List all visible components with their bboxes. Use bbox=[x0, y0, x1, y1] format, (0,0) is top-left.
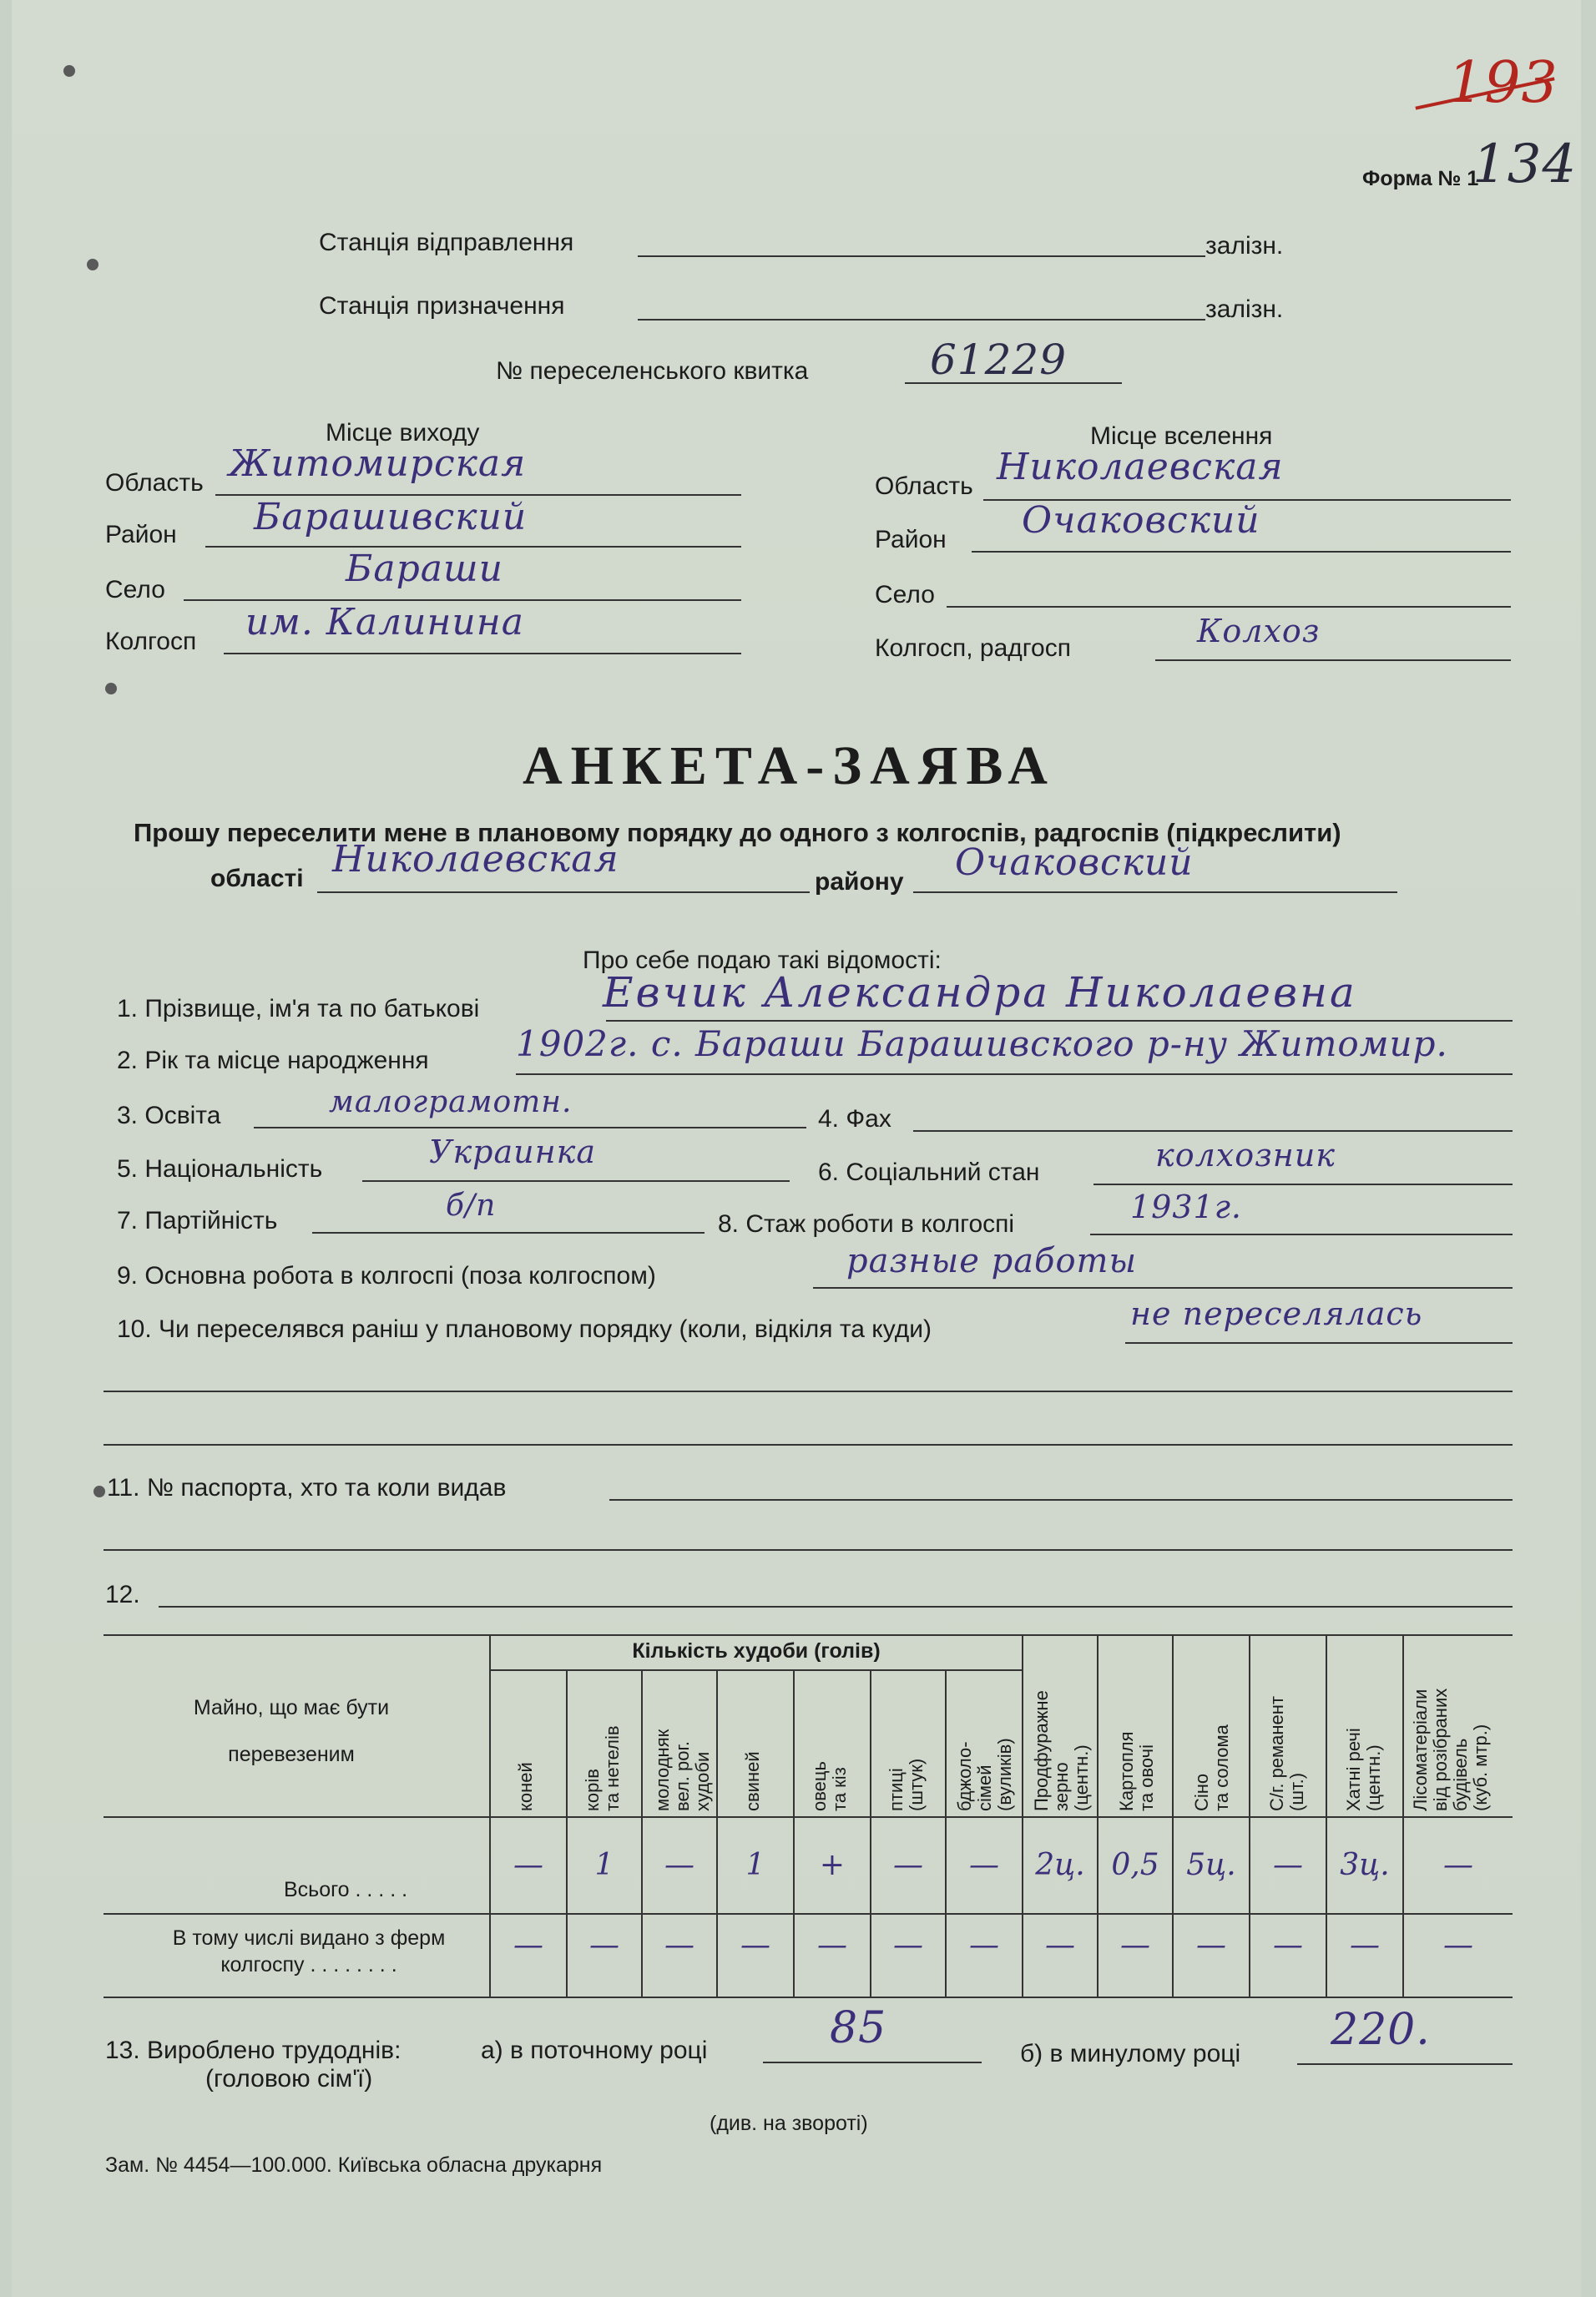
workdays-previous-label: б) в минулому році bbox=[1020, 2040, 1241, 2067]
origin-oblast-label: Область bbox=[105, 469, 204, 497]
field-8-label: 8. Стаж роботи в колгоспі bbox=[718, 1210, 1015, 1238]
field-12-line bbox=[159, 1606, 1513, 1608]
field-7-line bbox=[312, 1232, 705, 1234]
table-header-bottom-border bbox=[104, 1816, 1513, 1818]
farm-cell-grain: — bbox=[1045, 1928, 1075, 1962]
field-7-value: б/п bbox=[446, 1189, 497, 1223]
departure-rail-suffix: залізн. bbox=[1205, 232, 1284, 260]
field-8-line bbox=[1090, 1234, 1513, 1235]
origin-kolhosp-line bbox=[224, 653, 741, 654]
total-cell-cows: 1 bbox=[594, 1848, 614, 1882]
field-6-value: колхозник bbox=[1155, 1137, 1336, 1174]
field-11-extra-line bbox=[104, 1549, 1513, 1551]
farm-cell-timber: — bbox=[1443, 1928, 1473, 1962]
binding-hole bbox=[87, 259, 98, 270]
destination-rail-suffix: залізн. bbox=[1205, 295, 1284, 323]
workdays-current-line bbox=[763, 2062, 982, 2063]
origin-kolhosp-label: Колгосп bbox=[105, 628, 197, 655]
farm-cell-cows: — bbox=[589, 1928, 619, 1962]
column-header-equipment: С/г. реманент (шт.) bbox=[1266, 1695, 1307, 1811]
request-text: Прошу переселити мене в плановому порядку до одного з колгоспів, радгоспів (підкреслити) bbox=[134, 818, 1341, 847]
column-header-bee-colonies: бджоло- сімей (вуликів) bbox=[954, 1738, 1015, 1811]
farm-cell-bee-colonies: — bbox=[969, 1928, 999, 1962]
workdays-current-value: 85 bbox=[830, 2003, 887, 2053]
destination-kolhosp-value: Колхоз bbox=[1197, 613, 1321, 649]
field-3-label: 3. Освіта bbox=[117, 1102, 221, 1129]
origin-selo-label: Село bbox=[105, 576, 165, 603]
workdays-current-label: а) в поточному році bbox=[481, 2037, 708, 2064]
origin-oblast-value: Житомирская bbox=[229, 442, 527, 485]
field-2-line bbox=[516, 1073, 1513, 1075]
destination-oblast-label: Область bbox=[875, 472, 973, 500]
total-cell-equipment: — bbox=[1273, 1848, 1303, 1882]
field-10-label: 10. Чи переселявся раніш у плановому порядку (коли, відкіля та куди) bbox=[117, 1315, 932, 1343]
farm-cell-equipment: — bbox=[1273, 1928, 1303, 1962]
total-cell-bee-colonies: — bbox=[969, 1848, 999, 1882]
field-3-line bbox=[254, 1127, 806, 1128]
request-oblast-label: області bbox=[210, 865, 304, 892]
request-raion-value: Очаковский bbox=[955, 841, 1194, 884]
farm-cell-household-goods: — bbox=[1350, 1928, 1380, 1962]
farm-cell-horses: — bbox=[513, 1928, 543, 1962]
column-header-sheep-goats: овець та кіз bbox=[809, 1761, 850, 1811]
farm-cell-sheep-goats: — bbox=[817, 1928, 847, 1962]
total-cell-sheep-goats: + bbox=[819, 1848, 846, 1882]
field-10-extra-line bbox=[104, 1391, 1513, 1392]
table-livestock-header-border bbox=[489, 1669, 1022, 1671]
printer-note: Зам. № 4454—100.000. Київська обласна друкарня bbox=[105, 2153, 603, 2177]
total-cell-grain: 2ц. bbox=[1035, 1848, 1085, 1882]
table-row-border bbox=[104, 1913, 1513, 1915]
destination-station-label: Станція призначення bbox=[319, 292, 565, 320]
field-5-line bbox=[362, 1180, 790, 1182]
request-raion-label: району bbox=[815, 868, 904, 896]
total-cell-horses: — bbox=[513, 1848, 543, 1882]
field-10-value: не переселялась bbox=[1130, 1295, 1423, 1332]
column-header-timber: Лісоматеріали від розібраних будівель (куб. мтр.) bbox=[1410, 1688, 1491, 1811]
column-header-pigs: свиней bbox=[742, 1751, 763, 1811]
field-2-label: 2. Рік та місце народження bbox=[117, 1047, 429, 1074]
intro-text: Про себе подаю такі відомості: bbox=[583, 947, 942, 974]
destination-kolhosp-line bbox=[1155, 659, 1511, 661]
farm-cell-potatoes: — bbox=[1120, 1928, 1150, 1962]
table-livestock-header: Кількість худоби (голів) bbox=[632, 1639, 881, 1663]
field-1-label: 1. Прізвище, ім'я та по батькові bbox=[117, 995, 480, 1022]
destination-selo-label: Село bbox=[875, 581, 935, 608]
departure-station-line bbox=[638, 255, 1205, 257]
binding-hole bbox=[93, 1486, 105, 1497]
destination-selo-line bbox=[947, 606, 1511, 608]
field-7-label: 7. Партійність bbox=[117, 1207, 278, 1234]
farm-cell-hay: — bbox=[1196, 1928, 1226, 1962]
see-back-note: (див. на звороті) bbox=[710, 2112, 868, 2135]
field-9-label: 9. Основна робота в колгоспі (поза колгоспом) bbox=[117, 1262, 656, 1290]
farm-cell-poultry: — bbox=[893, 1928, 923, 1962]
document-title: АНКЕТА-ЗАЯВА bbox=[523, 735, 1056, 796]
field-2-value: 1902г. с. Бараши Барашивского р-ну Житомир. bbox=[516, 1023, 1448, 1064]
destination-kolhosp-label: Колгосп, радгосп bbox=[875, 634, 1071, 662]
destination-header: Місце вселення bbox=[1090, 422, 1273, 450]
archive-number-current: 134 bbox=[1472, 134, 1578, 195]
field-11-line bbox=[609, 1499, 1513, 1501]
field-5-value: Украинка bbox=[429, 1133, 596, 1170]
field-4-label: 4. Фах bbox=[818, 1105, 891, 1133]
total-cell-household-goods: 3ц. bbox=[1340, 1848, 1390, 1882]
field-9-line bbox=[813, 1287, 1513, 1289]
ticket-label: № переселенського квитка bbox=[496, 357, 809, 385]
field-9-value: разные работы bbox=[846, 1242, 1138, 1280]
request-raion-line bbox=[913, 891, 1397, 893]
total-cell-young-cattle: — bbox=[664, 1848, 694, 1882]
destination-raion-line bbox=[972, 551, 1511, 553]
field-5-label: 5. Національність bbox=[117, 1155, 323, 1183]
field-6-line bbox=[1093, 1184, 1513, 1185]
workdays-previous-line bbox=[1297, 2063, 1513, 2065]
farm-cell-pigs: — bbox=[740, 1928, 770, 1962]
origin-raion-value: Барашивский bbox=[254, 496, 528, 538]
column-header-poultry: птиці (штук) bbox=[886, 1758, 927, 1811]
column-header-horses: коней bbox=[515, 1762, 536, 1811]
field-11-label: 11. № паспорта, хто та коли видав bbox=[107, 1474, 507, 1502]
total-row-label: Всього . . . . . bbox=[284, 1878, 408, 1901]
field-3-value: малограмотн. bbox=[329, 1085, 573, 1119]
field-12-label: 12. bbox=[105, 1581, 140, 1608]
form-sheet bbox=[12, 0, 1581, 2297]
field-8-value: 1931г. bbox=[1130, 1189, 1242, 1225]
origin-kolhosp-value: им. Калинина bbox=[245, 601, 524, 644]
field-4-line bbox=[913, 1130, 1513, 1132]
origin-header: Місце виходу bbox=[326, 419, 480, 447]
field-6-label: 6. Соціальний стан bbox=[818, 1159, 1040, 1186]
workdays-previous-value: 220. bbox=[1331, 2005, 1431, 2055]
farm-cell-young-cattle: — bbox=[664, 1928, 694, 1962]
form-label: Форма № 1 bbox=[1362, 167, 1479, 190]
column-header-young-cattle: молодняк вел. рог. худоби bbox=[652, 1729, 713, 1811]
total-cell-hay: 5ц. bbox=[1186, 1848, 1236, 1882]
request-oblast-line bbox=[317, 891, 810, 893]
destination-raion-label: Район bbox=[875, 526, 947, 553]
origin-selo-value: Бараши bbox=[346, 548, 503, 590]
binding-hole bbox=[63, 65, 75, 77]
binding-hole bbox=[105, 683, 117, 694]
total-cell-timber: — bbox=[1443, 1848, 1473, 1882]
field-1-line bbox=[606, 1020, 1513, 1022]
column-header-potatoes: Картопля та овочі bbox=[1116, 1731, 1157, 1811]
workdays-label: 13. Вироблено трудоднів: bbox=[105, 2037, 402, 2064]
field-1-value: Евчик Александра Николаевна bbox=[603, 968, 1357, 1017]
column-header-cows: корів та нетелів bbox=[582, 1725, 623, 1811]
request-oblast-value: Николаевская bbox=[332, 838, 619, 881]
origin-raion-label: Район bbox=[105, 521, 177, 548]
total-cell-poultry: — bbox=[893, 1848, 923, 1882]
column-header-household-goods: Хатні речі (центн.) bbox=[1343, 1728, 1384, 1811]
farm-row-label: В тому числі видано з ферм колгоспу . . . . . . . . bbox=[172, 1926, 446, 1976]
table-bottom-border bbox=[104, 1997, 1513, 1998]
total-cell-pigs: 1 bbox=[745, 1848, 765, 1882]
archive-number-crossed: 193 bbox=[1447, 50, 1558, 116]
destination-raion-value: Очаковский bbox=[1022, 499, 1260, 542]
destination-station-line bbox=[638, 319, 1205, 321]
column-header-hay: Сіно та солома bbox=[1191, 1724, 1232, 1811]
table-top-border bbox=[104, 1634, 1513, 1636]
table-property-label: Майно, що має бути перевезеним bbox=[193, 1696, 390, 1766]
destination-oblast-value: Николаевская bbox=[997, 446, 1284, 488]
field-10-line bbox=[1125, 1342, 1513, 1344]
workdays-sublabel: (головою сім'ї) bbox=[205, 2065, 373, 2093]
field-10-extra-line bbox=[104, 1444, 1513, 1446]
column-header-grain: Продфуражне зерно (центн.) bbox=[1031, 1690, 1092, 1811]
total-cell-potatoes: 0,5 bbox=[1111, 1848, 1159, 1882]
departure-station-label: Станція відправлення bbox=[319, 229, 574, 256]
ticket-number: 61229 bbox=[930, 336, 1068, 384]
